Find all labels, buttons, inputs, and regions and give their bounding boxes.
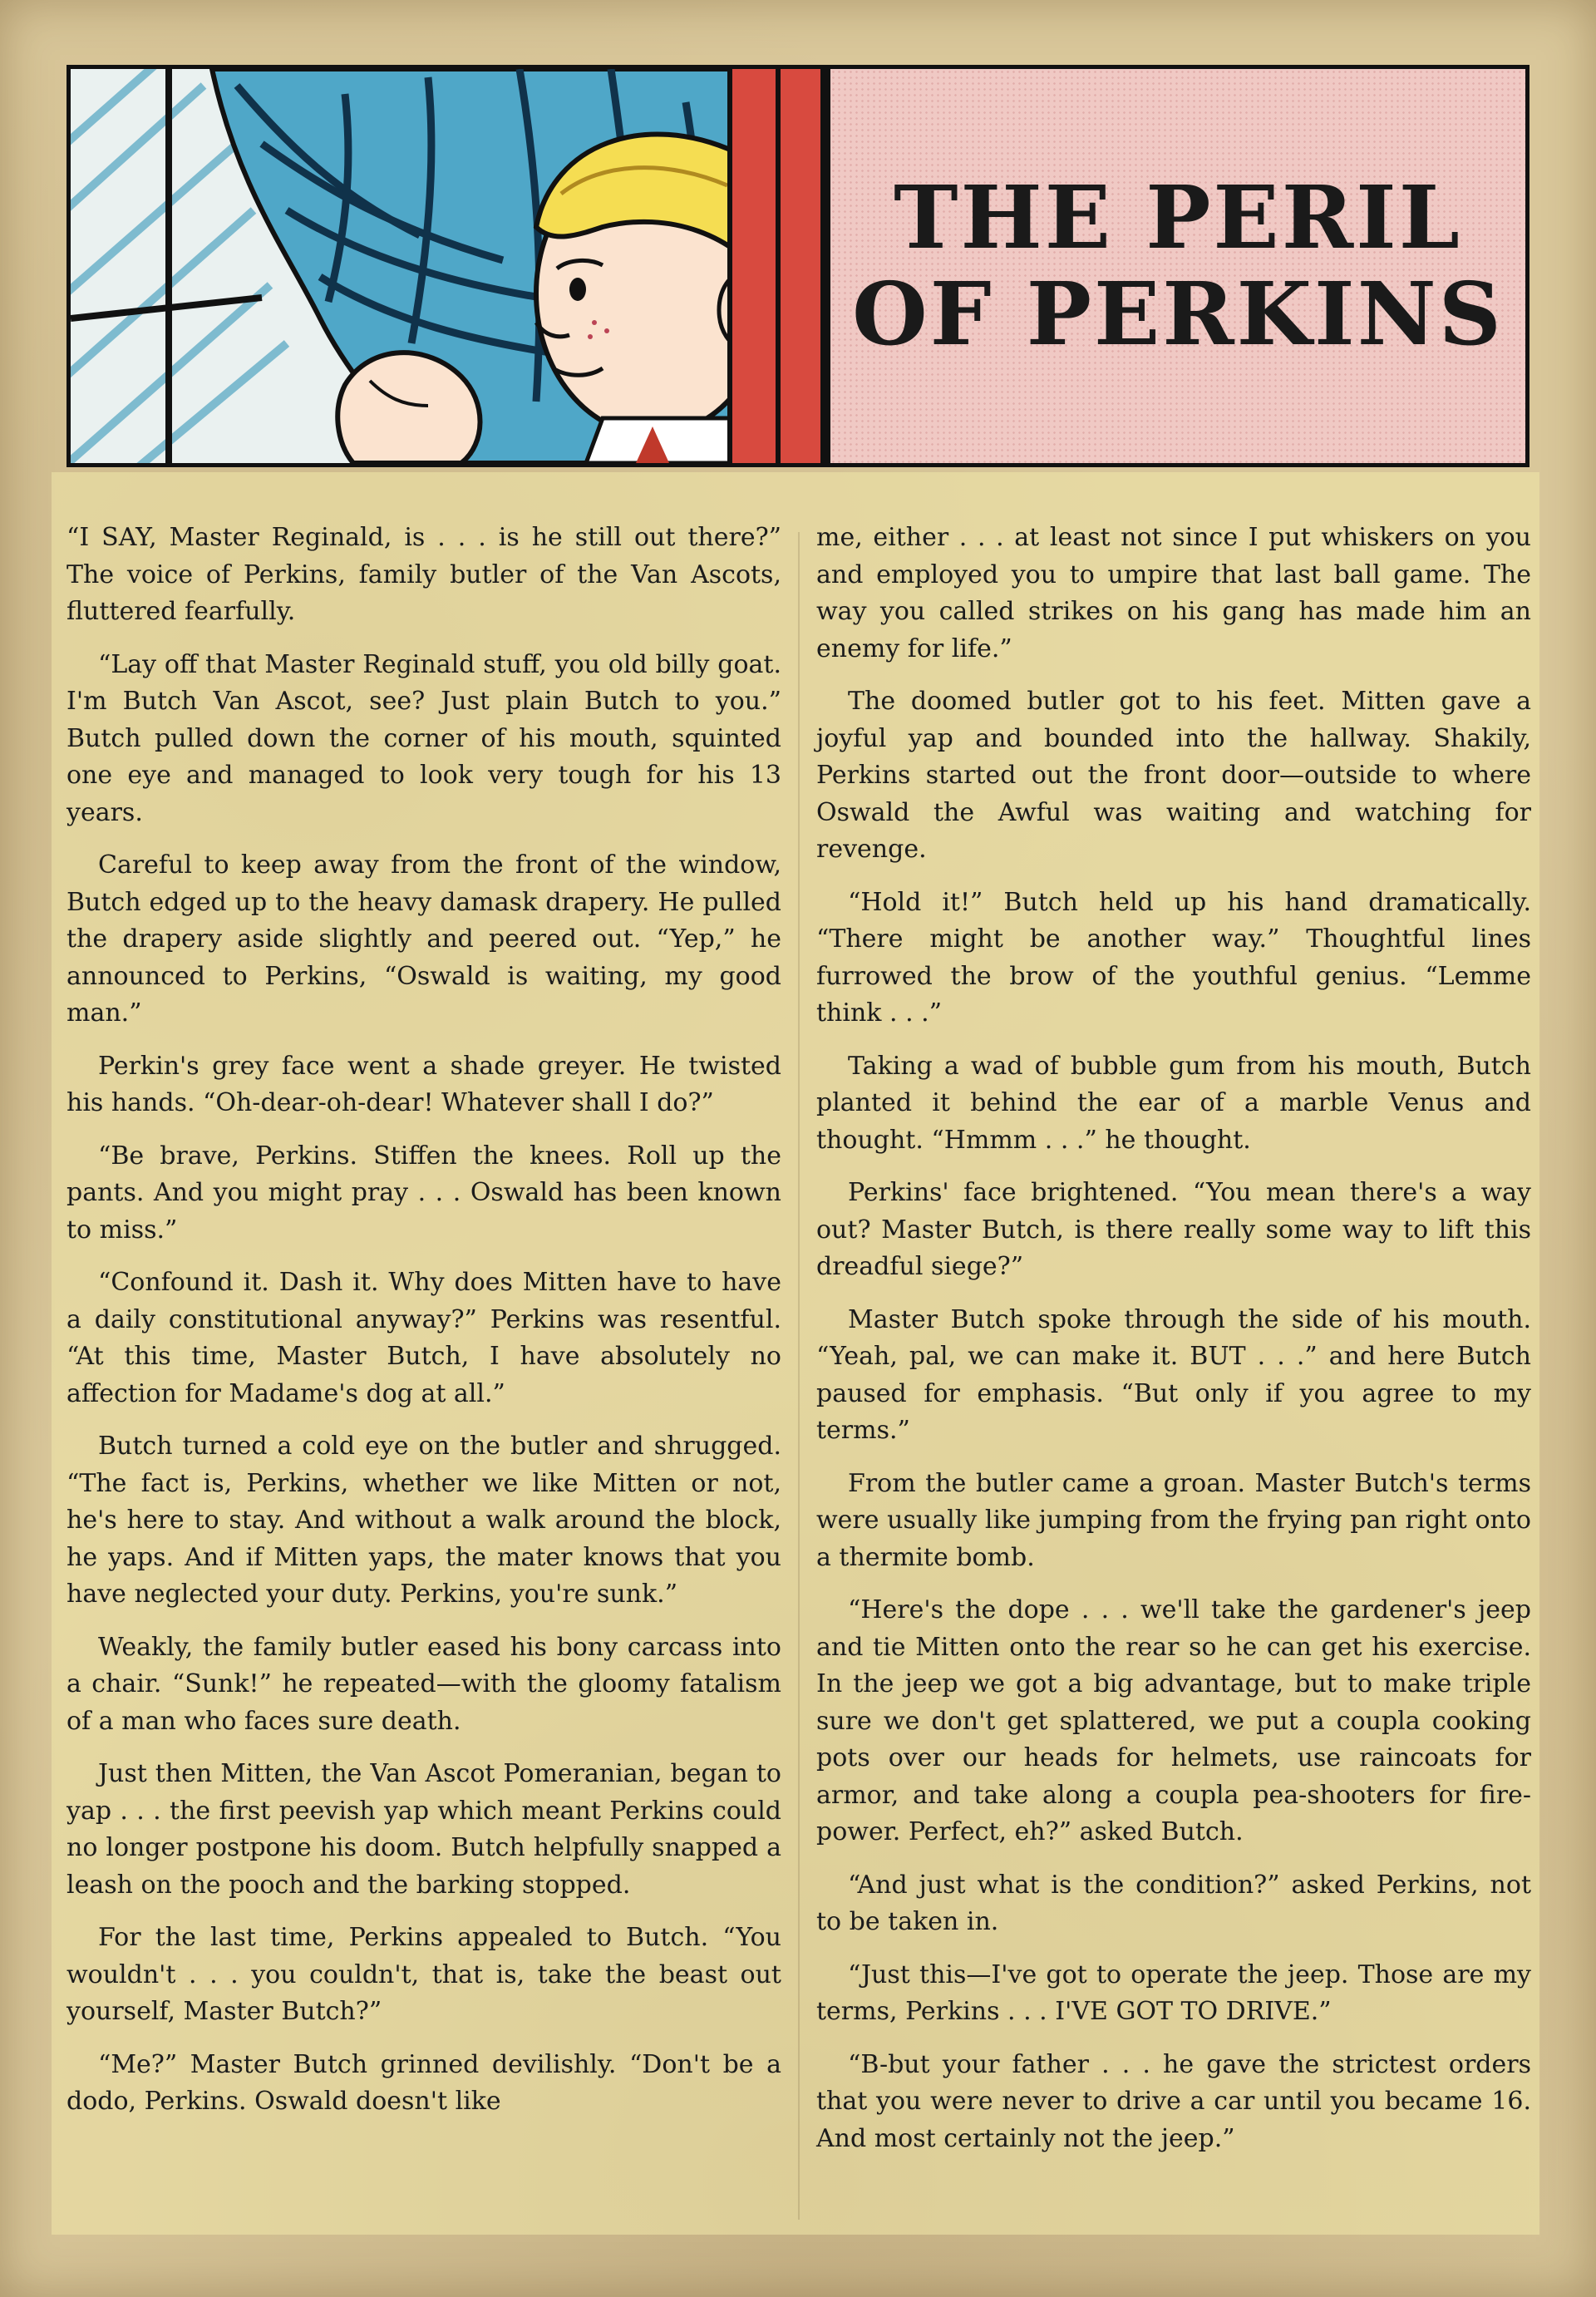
story-paragraph: “I SAY, Master Reginald, is . . . is he still out there?” The voice of Perkins, family butler of the Van Ascots, fluttered fearfully.: [66, 523, 781, 626]
story-paragraph: “Be brave, Perkins. Stiffen the knees. Roll up the pants. And you might pray . . . Oswald has been known to miss.”: [66, 1141, 781, 1245]
butch-at-window-illustration: [71, 69, 819, 463]
story-right-column: [816, 520, 1531, 2173]
story-paragraph: “Here's the dope . . . we'll take the gardener's jeep and tie Mitten onto the rear so he can get his exercise. In the jeep we got a big advantage, but to make triple sure we don't get splattered, we put a coupla cooking pots over our heads for helmets, use raincoats for armor, and take along a coupla pea-shooters for fire-power. Perfect, eh?” asked Butch.: [816, 1595, 1531, 1846]
story-paragraph: “And just what is the condition?” asked Perkins, not to be taken in.: [816, 1870, 1531, 1936]
story-paragraph: “Confound it. Dash it. Why does Mitten have to have a daily constitutional anyway?” Perkins was resentful. “At this time, Master Butch, I have absolutely no affection for Madame's dog at all.”: [66, 1268, 781, 1408]
story-paragraph: Just then Mitten, the Van Ascot Pomeranian, began to yap . . . the first peevish yap which meant Perkins could no longer postpone his doom. Butch helpfully snapped a leash on the pooch and the barking stopped.: [66, 1759, 781, 1900]
story-header-panel: [66, 65, 1530, 467]
column-gutter: [798, 532, 800, 2220]
story-paragraph: Perkin's grey face went a shade greyer. He twisted his hands. “Oh-dear-oh-dear! Whatever shall I do?”: [66, 1051, 781, 1117]
story-paragraph: From the butler came a groan. Master Butch's terms were usually like jumping from the frying pan right onto a thermite bomb.: [816, 1468, 1531, 1572]
story-paragraph: For the last time, Perkins appealed to Butch. “You wouldn't . . . you couldn't, that is, take the beast out yourself, Master Butch?”: [66, 1923, 781, 2026]
window-drapery-art: [71, 69, 819, 463]
story-paragraph: “Lay off that Master Reginald stuff, you old billy goat. I'm Butch Van Ascot, see? Just plain Butch to you.” Butch pulled down the corner of his mouth, squinted one eye and managed to look very tough for his 13 years.: [66, 649, 781, 827]
story-paragraph: Master Butch spoke through the side of his mouth. “Yeah, pal, we can make it. BUT . . .” and here Butch paused for emphasis. “But only if you agree to my terms.”: [816, 1304, 1531, 1445]
story-paragraph: “Me?” Master Butch grinned devilishly. “Don't be a dodo, Perkins. Oswald doesn't like: [66, 2049, 781, 2116]
story-paragraph: Taking a wad of bubble gum from his mouth, Butch planted it behind the ear of a marble Venus and thought. “Hmmm . . .” he thought.: [816, 1051, 1531, 1155]
red-curtain-strip: [727, 69, 825, 463]
story-paragraph: “B-but your father . . . he gave the strictest orders that you were never to drive a car until you became 16. And most certainly not the jeep.”: [816, 2049, 1531, 2153]
story-paragraph: “Just this—I've got to operate the jeep. Those are my terms, Perkins . . . I'VE GOT TO DRIVE.”: [816, 1959, 1531, 2026]
story-title-line-2: OF PERKINS: [852, 263, 1504, 365]
story-paragraph: The doomed butler got to his feet. Mitten gave a joyful yap and bounded into the hallway. Shakily, Perkins started out the front door—outside to where Oswald the Awful was waiting and watching for revenge.: [816, 687, 1531, 864]
story-paragraph: me, either . . . at least not since I put whiskers on you and employed you to umpire that last ball game. The way you called strikes on his gang has made him an enemy for life.”: [816, 523, 1531, 663]
story-paragraph: Butch turned a cold eye on the butler and shrugged. “The fact is, Perkins, whether we like Mitten or not, he's here to stay. And without a walk around the block, he yaps. And if Mitten yaps, the mater knows that you have neglected your duty. Perkins, you're sunk.”: [66, 1432, 781, 1609]
story-title-line-1: THE PERIL: [894, 165, 1462, 269]
story-paragraph: Careful to keep away from the front of the window, Butch edged up to the heavy damask drapery. He pulled the drapery aside slightly and peered out. “Yep,” he announced to Perkins, “Oswald is waiting, my good man.”: [66, 850, 781, 1028]
title-box: [825, 69, 1525, 463]
story-paragraph: Weakly, the family butler eased his bony carcass into a chair. “Sunk!” he repeated—with the gloomy fatalism of a man who faces sure death.: [66, 1632, 781, 1736]
story-paragraph: Perkins' face brightened. “You mean there's a way out? Master Butch, is there really some way to lift this dreadful siege?”: [816, 1178, 1531, 1281]
story-left-column: [66, 520, 781, 2137]
story-paragraph: “Hold it!” Butch held up his hand dramatically. “There might be another way.” Thoughtful lines furrowed the brow of the youthful genius. “Lemme think . . .”: [816, 887, 1531, 1028]
